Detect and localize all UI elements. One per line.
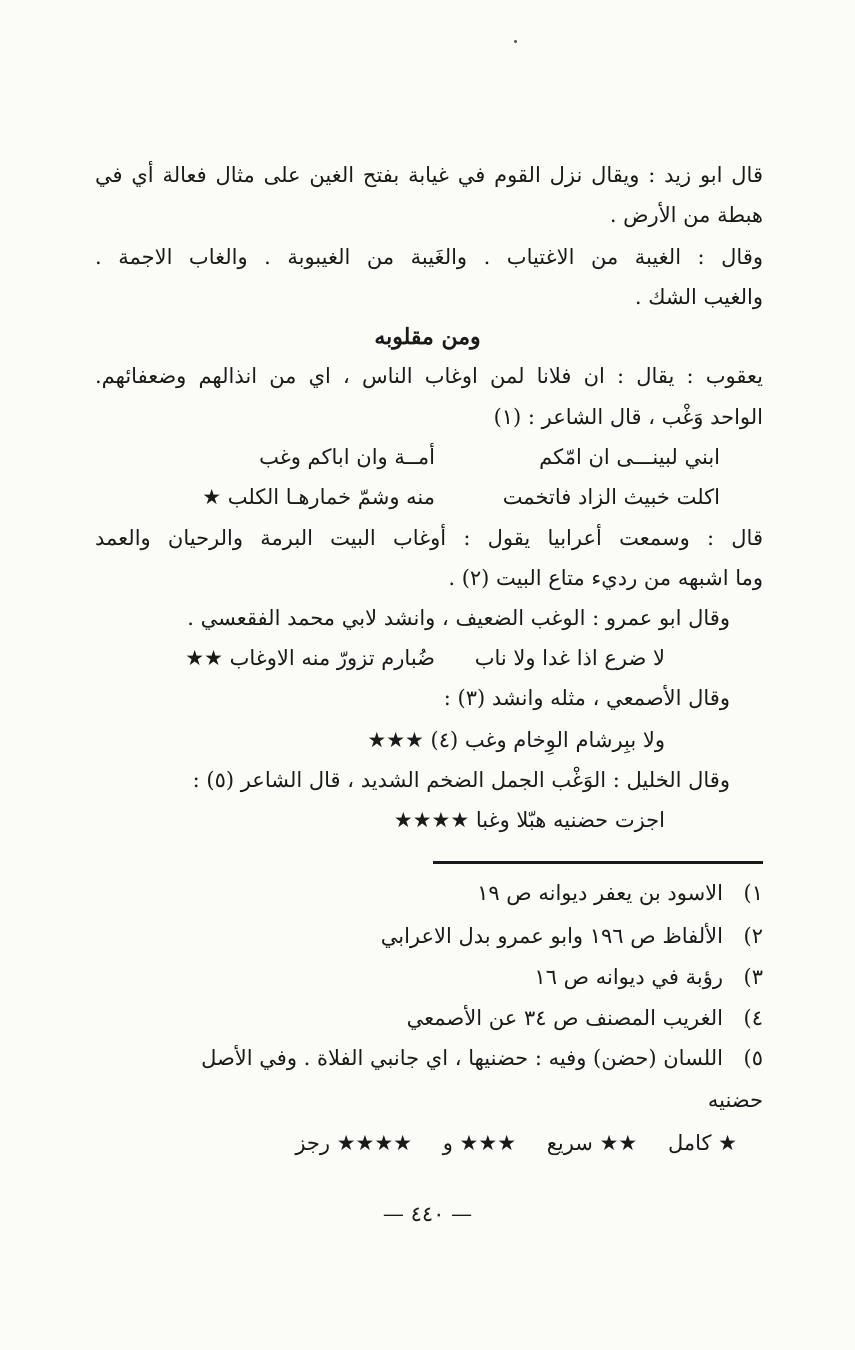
footnote [95, 998, 763, 1038]
verse-hemistich: لا ضرع اذا غدا ولا ناب [474, 646, 665, 670]
footnote-divider [433, 861, 763, 864]
footnote-number: ١) [743, 881, 763, 905]
meter-item: ★★★★ رجز [295, 1131, 413, 1155]
paragraph-line: وقال الخليل : الوَغْب الجمل الضخم الشديد ، قال الشاعر (٥) : [192, 768, 730, 792]
section-heading: ومن مقلوبه [374, 324, 481, 350]
verse-line: ولا ببِرشام الوِخام وغب (٤) ★★★ [367, 728, 665, 752]
speck [514, 40, 517, 43]
paragraph-line: وقال الأصمعي ، مثله وانشد (٣) : [443, 686, 730, 710]
footnote-text: رؤبة في ديوانه ص ١٦ [534, 965, 723, 989]
verse-line: اجزت حضنيه هبّلا وغبا ★★★★ [393, 808, 665, 832]
footnote [95, 873, 763, 913]
paragraph-line: وقال : الغيبة من الاغتياب . والغَيبة من الغيبوبة . والغاب الاجمة . [95, 245, 763, 269]
footnote-text: اللسان (حضن) وفيه : حضنيها ، اي جانبي الفلاة . وفي الأصل [201, 1046, 723, 1070]
paragraph-line: قال : وسمعت أعرابيا يقول : أوغاب البيت البرمة والرحيان والعمد [95, 526, 763, 550]
footnote-number: ٥) [743, 1046, 763, 1070]
verse-hemistich: اكلت خبيث الزاد فاتخمت [502, 485, 720, 509]
paragraph-line: والغيب الشك . [634, 285, 763, 309]
verse-hemistich: ابني لبينـــى ان امّكم [539, 445, 720, 469]
paragraph-line: يعقوب : يقال : ان فلانا لمن اوغاب الناس ، اي من انذالهم وضعفائهم. [95, 364, 763, 388]
footnote-text: الألفاظ ص ١٩٦ وابو عمرو بدل الاعرابي [380, 924, 723, 948]
meter-item: ★★ سريع [546, 1131, 638, 1155]
footnote-text: الغريب المصنف ص ٣٤ عن الأصمعي [406, 1006, 723, 1030]
footnote-continuation: حضنيه [707, 1088, 763, 1112]
footnote [95, 957, 763, 997]
verse-hemistich: أمــة وان اباكم وغب [259, 445, 435, 469]
footnote [95, 1038, 763, 1078]
meter-item: ★★★ و [442, 1131, 517, 1155]
paragraph-line: هبطة من الأرض . [609, 203, 763, 227]
paragraph-line: وقال ابو عمرو : الوغب الضعيف ، وانشد لابي محمد الفقعسي . [187, 606, 730, 630]
footnote-number: ٤) [743, 1006, 763, 1030]
footnote [95, 916, 763, 956]
footnote-number: ٣) [743, 965, 763, 989]
verse-hemistich: ضُبارم تزورّ منه الاوغاب ★★ [185, 646, 435, 670]
meter-legend [271, 1123, 737, 1163]
paragraph-line: قال ابو زيد : ويقال نزل القوم في غيابة بفتح الغين على مثال فعالة أي في [95, 163, 763, 187]
footnote-text: الاسود بن يعفر ديوانه ص ١٩ [477, 881, 723, 905]
meter-item: ★ كامل [667, 1131, 737, 1155]
page-number: — ٤٤٠ — [382, 1202, 473, 1226]
paragraph-line: الواحد وَغْب ، قال الشاعر : (١) [493, 405, 763, 429]
footnote-number: ٢) [743, 924, 763, 948]
paragraph-line: وما اشبهه من رديء متاع البيت (٢) . [448, 566, 763, 590]
verse-hemistich: منه وشمّ خمارهـا الكلب ★ [202, 485, 435, 509]
